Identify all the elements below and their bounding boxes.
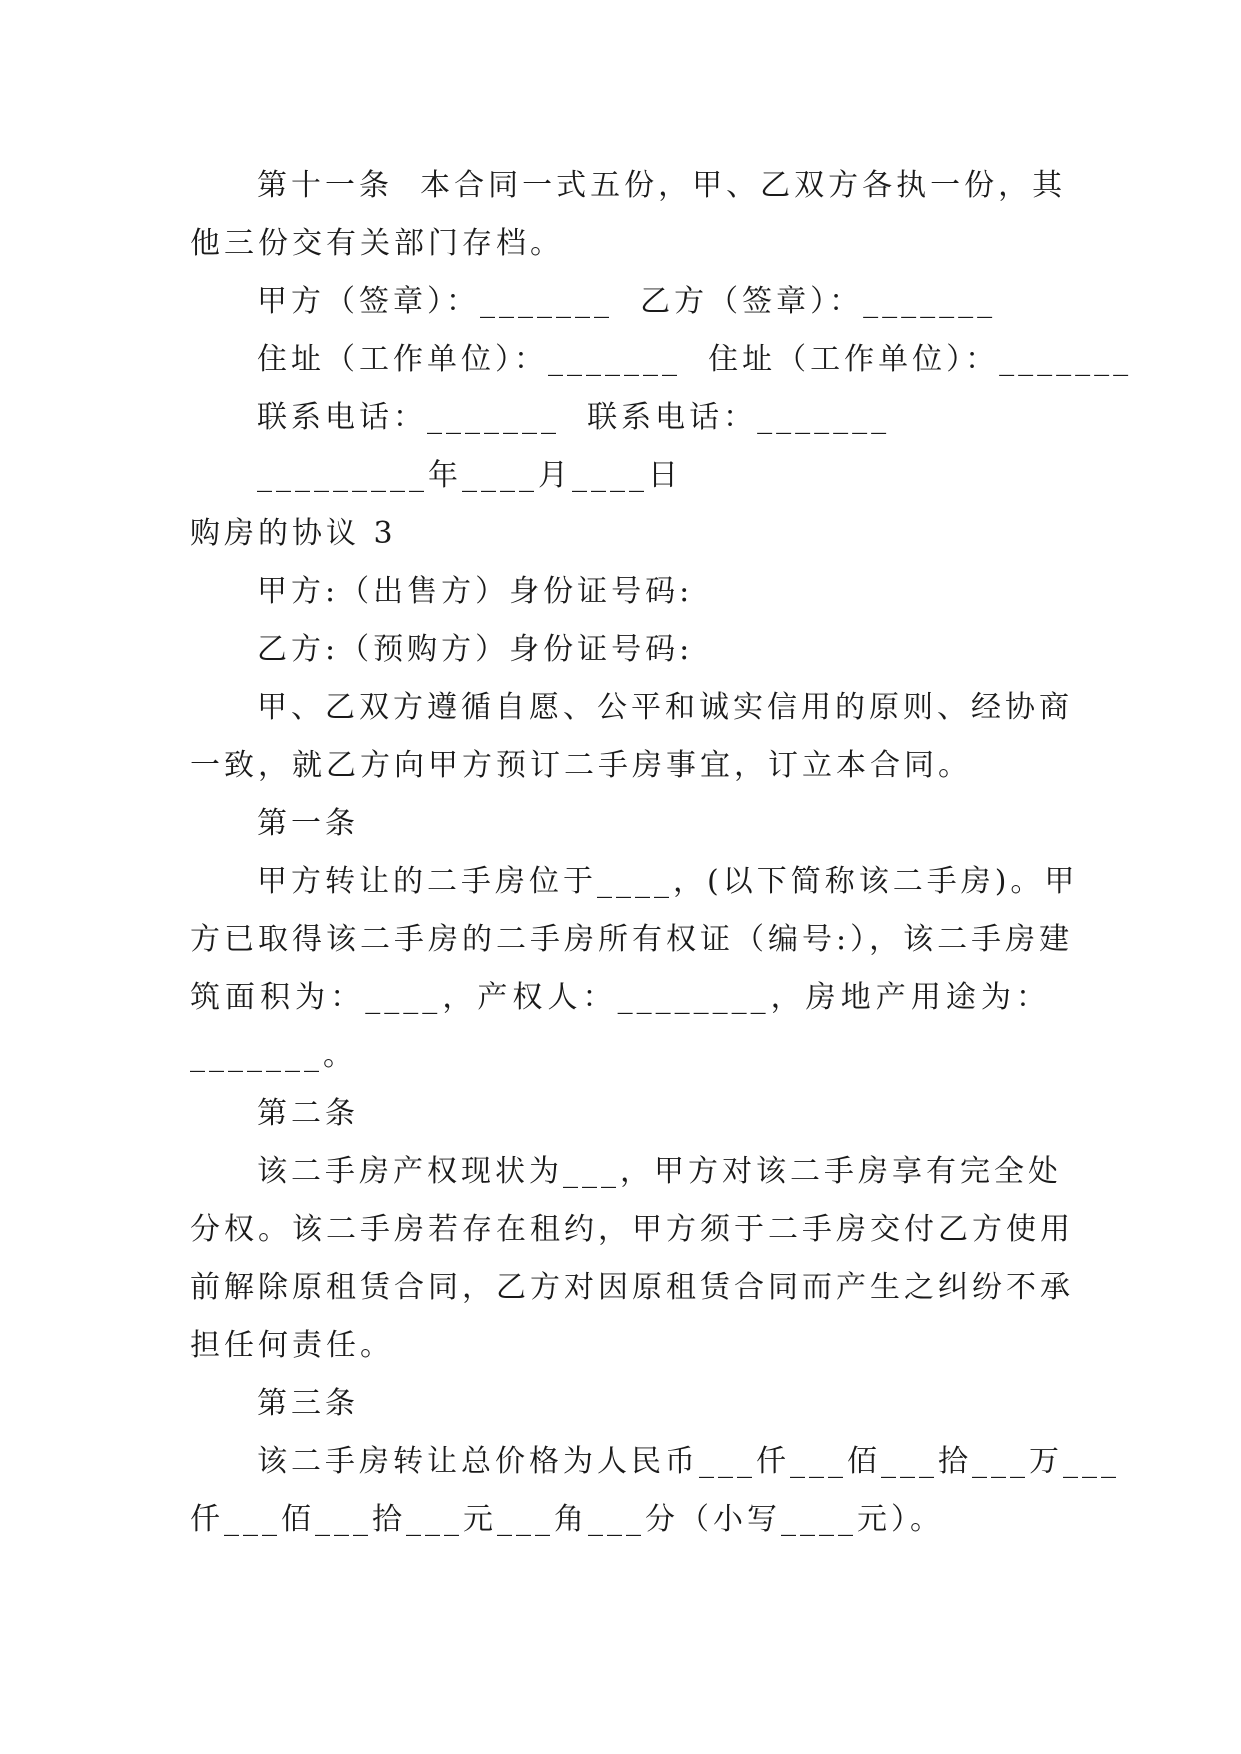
article-heading: 第二条 <box>257 1096 359 1131</box>
text-line: 他三份交有关部门存档。 <box>190 226 564 261</box>
text-line: 担任何责任。 <box>190 1328 394 1363</box>
text-line: 联系电话：_______ 联系电话：_______ <box>257 400 891 435</box>
text-line: 该二手房转让总价格为人民币___仟___佰___拾___万___ <box>257 1444 1120 1479</box>
text-line: 甲、乙双方遵循自愿、公平和诚实信用的原则、经协商 <box>257 690 1073 725</box>
text-line: 前解除原租赁合同，乙方对因原租赁合同而产生之纠纷不承 <box>190 1270 1074 1305</box>
text-line: 甲方转让的二手房位于____，(以下简称该二手房)。甲 <box>257 864 1079 899</box>
text-line: 仟___佰___拾___元___角___分（小写____元）。 <box>190 1502 944 1537</box>
text-line: 甲方（签章）：_______ 乙方（签章）：_______ <box>257 284 997 319</box>
text-line: 乙方:（预购方）身份证号码: <box>257 632 694 667</box>
text-line: _________年____月____日 <box>257 458 682 493</box>
text-line: _______。 <box>190 1038 357 1073</box>
article-heading: 第三条 <box>257 1386 359 1421</box>
text-line: 一致，就乙方向甲方预订二手房事宜，订立本合同。 <box>190 748 972 783</box>
text-line: 方已取得该二手房的二手房所有权证（编号:），该二手房建 <box>190 922 1074 957</box>
text-line: 筑面积为：____，产权人：________，房地产用途为： <box>190 980 1050 1015</box>
text-line: 该二手房产权现状为___，甲方对该二手房享有完全处 <box>257 1154 1062 1189</box>
text-line: 第十一条 本合同一式五份，甲、乙双方各执一份，其 <box>257 168 1067 203</box>
section-title: 购房的协议 3 <box>190 516 397 551</box>
text-line: 分权。该二手房若存在租约，甲方须于二手房交付乙方使用 <box>190 1212 1074 1247</box>
article-heading: 第一条 <box>257 806 359 841</box>
text-line: 住址（工作单位）：_______ 住址（工作单位）：_______ <box>257 342 1133 377</box>
text-line: 甲方:（出售方）身份证号码: <box>257 574 694 609</box>
